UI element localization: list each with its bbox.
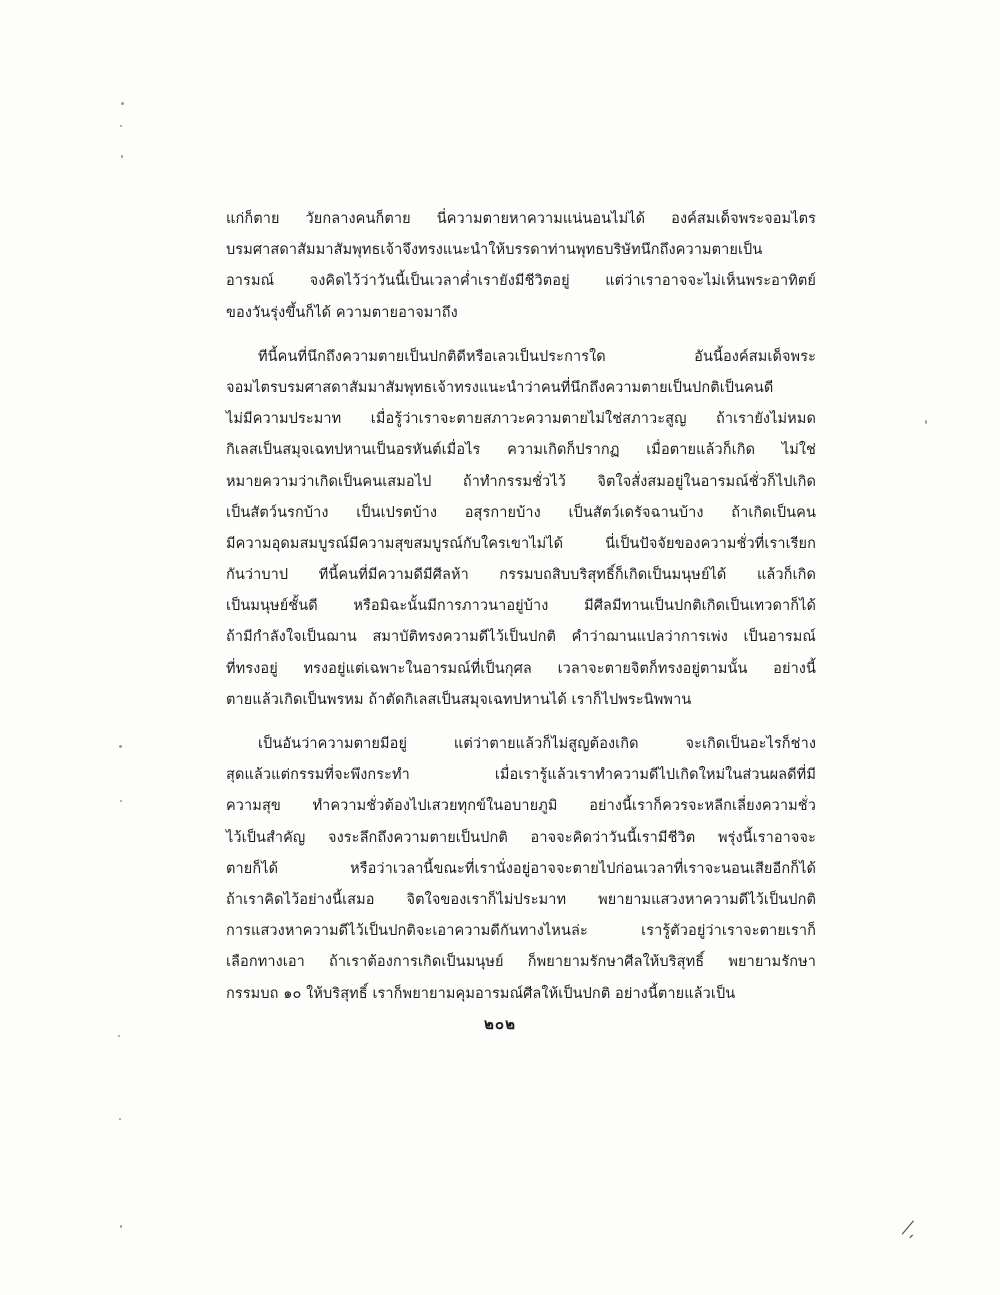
text-line: จอมไตรบรมศาสดาสัมมาสัมพุทธเจ้าทรงแนะนำว่าคนที่นึกถึงความตายเป็นปกติเป็นคนดี: [226, 379, 774, 396]
text-line: ตายก็ได้ หรือว่าเวลานี้ขณะที่เรานั่งอยู่อาจจะตายไปก่อนเวลาที่เราจะนอนเสียอีกก็ได้: [226, 860, 816, 877]
text-line: เป็นอันว่าความตายมีอยู่ แต่ว่าตายแล้วก็ไม่สูญต้องเกิด จะเกิดเป็นอะไรก็ช่าง: [258, 736, 816, 752]
body-text: [226, 204, 816, 1010]
text-line: มีความอุดมสมบูรณ์มีความสุขสมบูรณ์กับใครเขาไม่ได้ นี่เป็นปัจจัยของความชั่วที่เราเรียก: [226, 535, 816, 552]
paragraph: [226, 342, 816, 716]
paragraph: [226, 204, 816, 329]
paragraph-gap: [226, 329, 816, 342]
text-line: หมายความว่าเกิดเป็นคนเสมอไป ถ้าทำกรรมชั่วไว้ จิตใจสั่งสมอยู่ในอารมณ์ชั่วก็ไปเกิด: [226, 473, 816, 490]
scan-speck: [120, 125, 122, 127]
text-line: สุดแล้วแต่กรรมที่จะพึงกระทำ เมื่อเรารู้แล้วเราทำความดีไปเกิดใหม่ในส่วนผลดีที่มี: [226, 767, 816, 784]
paragraph-gap: [226, 716, 816, 729]
text-line: เลือกทางเอา ถ้าเราต้องการเกิดเป็นมนุษย์ ก็พยายามรักษาศีลให้บริสุทธิ์ พยายามรักษา: [226, 954, 816, 971]
text-line: ไว้เป็นสำคัญ จงระลึกถึงความตายเป็นปกติ อาจจะคิดว่าวันนี้เรามีชีวิต พรุ่งนี้เราอาจจะ: [226, 829, 816, 846]
scan-speck: [120, 800, 122, 802]
text-line: กิเลสเป็นสมุจเฉทปหานเป็นอรหันต์เมื่อไร ความเกิดก็ปรากฏ เมื่อตายแล้วก็เกิด ไม่ใช่: [226, 442, 816, 459]
scan-speck: [121, 155, 123, 158]
text-line: กันว่าบาป ทีนี้คนที่มีความดีมีศีลห้า กรรมบถสิบบริสุทธิ์ก็เกิดเป็นมนุษย์ได้ แล้วก็เกิด: [226, 567, 816, 584]
text-line: ของวันรุ่งขึ้นก็ได้ ความตายอาจมาถึง: [226, 304, 458, 321]
page-number: ๒๐๒: [484, 1015, 516, 1033]
text-line: ความสุข ทำความชั่วต้องไปเสวยทุกข์ในอบายภูมิ อย่างนี้เราก็ควรจะหลีกเลี่ยงความชั่ว: [226, 798, 816, 815]
scan-speck: [119, 1118, 121, 1120]
text-line: เป็นสัตว์นรกบ้าง เป็นเปรตบ้าง อสุรกายบ้าง เป็นสัตว์เดรัจฉานบ้าง ถ้าเกิดเป็นคน: [226, 504, 816, 521]
text-line: ถ้าเราคิดไว้อย่างนี้เสมอ จิตใจของเราก็ไม่ประมาท พยายามแสวงหาความดีไว้เป็นปกติ: [226, 891, 816, 908]
scan-speck: [119, 745, 122, 748]
scan-speck: [925, 420, 927, 424]
text-line: ถ้ามีกำลังใจเป็นฌาน สมาบัติทรงความดีไว้เป็นปกติ คำว่าฌานแปลว่าการเพ่ง เป็นอารมณ์: [226, 629, 816, 646]
text-line: เป็นมนุษย์ชั้นดี หรือมิฉะนั้นมีการภาวนาอยู่บ้าง มีศีลมีทานเป็นปกติเกิดเป็นเทวดาก็ได้: [226, 598, 816, 615]
text-line: การแสวงหาความดีไว้เป็นปกติจะเอาความดีกันทางไหนล่ะ เรารู้ตัวอยู่ว่าเราจะตายเราก็: [226, 923, 816, 940]
text-line: ตายแล้วเกิดเป็นพรหม ถ้าตัดกิเลสเป็นสมุจเฉทปหานได้ เราก็ไปพระนิพพาน: [226, 691, 692, 708]
text-line: บรมศาสดาสัมมาสัมพุทธเจ้าจึงทรงแนะนำให้บรรดาท่านพุทธบริษัทนึกถึงความตายเป็น: [226, 242, 763, 259]
text-line: อารมณ์ จงคิดไว้ว่าวันนี้เป็นเวลาค่ำเรายังมีชีวิตอยู่ แต่ว่าเราอาจจะไม่เห็นพระอาทิตย์: [226, 273, 816, 290]
text-line: ที่ทรงอยู่ ทรงอยู่แต่เฉพาะในอารมณ์ที่เป็นกุศล เวลาจะตายจิตก็ทรงอยู่ตามนั้น อย่างนี้: [226, 660, 816, 677]
scan-mark: ˏ̸: [906, 1218, 915, 1239]
text-line: ไม่มีความประมาท เมื่อรู้ว่าเราจะตายสภาวะความตายไม่ใช่สภาวะสูญ ถ้าเรายังไม่หมด: [226, 411, 816, 428]
text-line: แก่ก็ตาย วัยกลางคนก็ตาย นี่ความตายหาความแน่นอนไม่ได้ องค์สมเด็จพระจอมไตร: [226, 211, 816, 227]
text-line: ทีนี้คนที่นึกถึงความตายเป็นปกติดีหรือเลวเป็นประการใด อันนี้องค์สมเด็จพระ: [258, 348, 816, 365]
text-line: กรรมบถ ๑๐ ให้บริสุทธิ์ เราก็พยายามคุมอารมณ์ศีลให้เป็นปกติ อย่างนี้ตายแล้วเป็น: [226, 985, 736, 1002]
scan-speck: [120, 1225, 122, 1228]
scan-speck: [121, 102, 124, 105]
paragraph: [226, 729, 816, 1010]
